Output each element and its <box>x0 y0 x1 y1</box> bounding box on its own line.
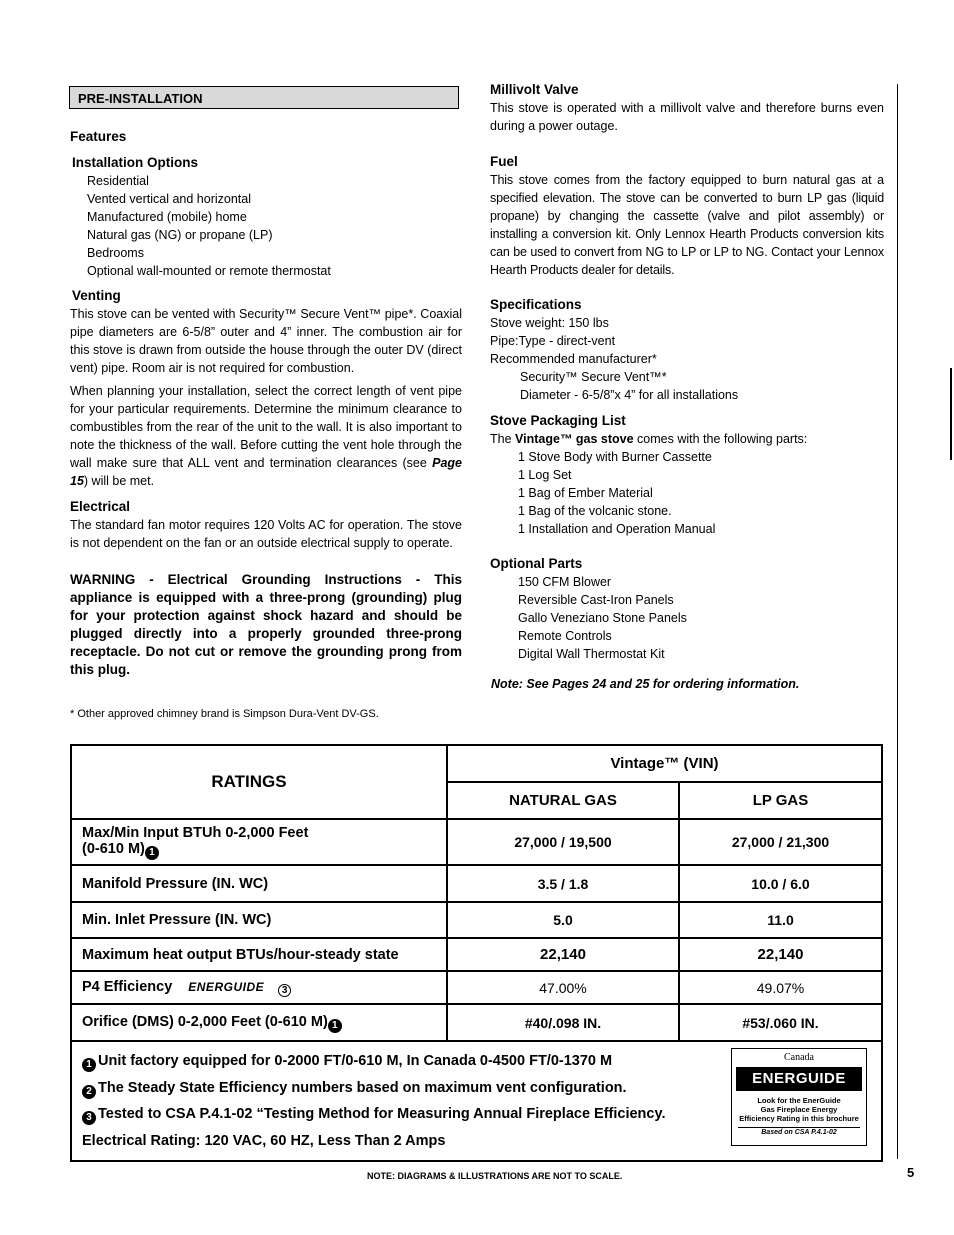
page-number: 5 <box>907 1165 915 1180</box>
list-item: Remote Controls <box>518 629 612 643</box>
list-item: Gallo Veneziano Stone Panels <box>518 611 687 625</box>
venting-paragraph-1: This stove can be vented with Security™ Secure Vent™ pipe*. Coaxial pipe diameters are 6-5/8” outer and 4” inner. The combustion air for this stove is drawn from outside the house through the outer DV (direct vent) pipe. Room air is not required for combustion. <box>70 307 462 375</box>
page-15-link[interactable]: Page 15 <box>70 456 462 488</box>
ratings-header: RATINGS <box>71 745 447 819</box>
footnote-1-marker: 1 <box>328 1019 342 1033</box>
row-label-max-min-input <box>71 819 447 865</box>
canada-wordmark: Canada <box>784 1052 814 1063</box>
warning-section <box>70 571 462 679</box>
energuide-text <box>732 1096 866 1123</box>
ng-min-inlet-pressure: 5.0 <box>447 902 679 938</box>
list-item: 150 CFM Blower <box>518 575 612 589</box>
lp-manifold-pressure: 10.0 / 6.0 <box>679 865 882 902</box>
model-header: Vintage™ (VIN) <box>447 745 882 782</box>
energuide-logo-icon: ENERGUIDE <box>188 980 265 994</box>
electrical-rating: Electrical Rating: 120 VAC, 60 HZ, Less Than 2 Amps <box>82 1132 446 1149</box>
table-row <box>71 971 882 1004</box>
lp-gas-header: LP GAS <box>679 782 882 819</box>
scale-note: NOTE: DIAGRAMS & ILLUSTRATIONS ARE NOT TO SCALE. <box>367 1171 623 1181</box>
table-footnote-2-text: The Steady State Efficiency numbers based on maximum vent configuration. <box>98 1079 627 1096</box>
footnote-1-marker: 1 <box>145 846 159 860</box>
table-row <box>71 1004 882 1041</box>
footnote-2-icon: 2 <box>82 1085 96 1099</box>
row-label-text-2: (0-610 M) <box>82 840 145 857</box>
packaging-list <box>490 448 884 538</box>
energuide-line-3: Efficiency Rating in this brochure <box>739 1114 859 1123</box>
row-label-text: Max/Min Input BTUh 0-2,000 Feet <box>82 824 309 841</box>
installation-options <box>70 154 462 280</box>
list-item: 1 Bag of Ember Material <box>518 486 653 500</box>
footnote-3-icon: 3 <box>82 1111 96 1125</box>
optional-parts-list <box>490 573 884 663</box>
list-item: Stove weight: 150 lbs <box>490 316 609 330</box>
list-item: Vented vertical and horizontal <box>87 192 251 206</box>
ng-manifold-pressure: 3.5 / 1.8 <box>447 865 679 902</box>
row-label-orifice <box>71 1004 447 1041</box>
table-row <box>71 902 882 938</box>
list-item: Bedrooms <box>87 246 144 260</box>
row-label-p4-efficiency <box>71 971 447 1004</box>
packaging-heading: Stove Packaging List <box>490 413 626 428</box>
energuide-badge <box>731 1048 867 1146</box>
table-row <box>71 938 882 971</box>
right-edge-tab-mark <box>950 368 952 460</box>
list-item: Manufactured (mobile) home <box>87 210 247 224</box>
venting-paragraph-2-end: ) will be met. <box>83 474 155 488</box>
chimney-footnote: * Other approved chimney brand is Simpson Dura-Vent DV-GS. <box>70 708 379 720</box>
features-heading: Features <box>70 129 127 144</box>
section-title: PRE-INSTALLATION <box>69 86 459 109</box>
list-item: Reversible Cast-Iron Panels <box>518 593 674 607</box>
venting-paragraph-2 <box>70 382 462 490</box>
table-row <box>71 865 882 902</box>
table-row <box>71 819 882 865</box>
optional-parts-heading: Optional Parts <box>490 556 583 571</box>
venting-paragraph-2-text: When planning your installation, select the correct length of vent pipe for your particular requirements. Determine the minimum clearance to combustibles from the rear of the unit to the wall. It is also important to note the thickness of the wall. Before cutting the vent hole through the wall make sure that ALL vent and termination clearances (see <box>70 384 462 470</box>
list-item: 1 Stove Body with Burner Cassette <box>518 450 712 464</box>
venting-section <box>70 287 462 490</box>
installation-options-list <box>70 172 462 280</box>
row-label-max-heat-output: Maximum heat output BTUs/hour-steady state <box>71 938 447 971</box>
specifications-section <box>490 296 884 404</box>
list-item: Digital Wall Thermostat Kit <box>518 647 665 661</box>
ordering-note: Note: See Pages 24 and 25 for ordering information. <box>491 677 800 691</box>
fuel-heading: Fuel <box>490 154 518 169</box>
ng-max-heat-output: 22,140 <box>447 938 679 971</box>
list-item: 1 Installation and Operation Manual <box>518 522 716 536</box>
list-item: Optional wall-mounted or remote thermostat <box>87 264 331 278</box>
table-footnote-1-text: Unit factory equipped for 0-2000 FT/0-610 M, In Canada 0-4500 FT/0-1370 M <box>98 1053 613 1069</box>
footnote-1-icon: 1 <box>82 1058 96 1072</box>
natural-gas-header: NATURAL GAS <box>447 782 679 819</box>
energuide-line-1: Look for the EnerGuide <box>757 1096 841 1105</box>
energuide-standard: Based on CSA P.4.1-02 <box>738 1127 860 1138</box>
specifications-sublist <box>490 368 884 404</box>
row-label-min-inlet-pressure: Min. Inlet Pressure (IN. WC) <box>71 902 447 938</box>
energuide-line-2: Gas Fireplace Energy <box>760 1105 838 1114</box>
left-column <box>70 128 462 146</box>
footnote-3-marker: 3 <box>278 984 291 997</box>
list-item: Pipe:Type - direct-vent <box>490 334 616 348</box>
packaging-section <box>490 412 884 538</box>
millivolt-paragraph: This stove is operated with a millivolt valve and therefore burns even during a power outage. <box>490 101 884 133</box>
table-footnotes-row <box>71 1041 882 1161</box>
millivolt-heading: Millivolt Valve <box>490 82 579 97</box>
list-item: Natural gas (NG) or propane (LP) <box>87 228 273 242</box>
lp-p4-efficiency: 49.07% <box>679 971 882 1004</box>
fuel-paragraph: This stove comes from the factory equipped to burn natural gas at a specified elevation. The stove can be converted to burn LP gas (liquid propane) by changing the cassette (valve and pilot assembly) or installing a conversion kit. Only Lennox Hearth Products conversion kits can be used to convert from NG to LP or LP to NG. Contact your Lennox Hearth Products dealer for details. <box>490 173 884 277</box>
installation-options-heading: Installation Options <box>72 155 199 170</box>
packaging-intro-c: comes with the following parts: <box>633 432 808 446</box>
lp-orifice: #53/.060 IN. <box>679 1004 882 1041</box>
specifications-list <box>490 314 884 368</box>
electrical-section <box>70 498 462 552</box>
table-footnotes <box>71 1041 882 1161</box>
row-label-text: Orifice (DMS) 0-2,000 Feet (0-610 M) <box>82 1013 328 1030</box>
packaging-intro-product: Vintage™ gas stove <box>515 432 634 446</box>
venting-heading: Venting <box>72 288 121 303</box>
millivolt-section <box>490 81 884 135</box>
ng-max-min-input: 27,000 / 19,500 <box>447 819 679 865</box>
electrical-paragraph: The standard fan motor requires 120 Volts AC for operation. The stove is not dependent on the fan or an outside electrical supply to operate. <box>70 518 462 550</box>
list-item: Security™ Secure Vent™* <box>520 370 667 384</box>
table-footnote-3-text: Tested to CSA P.4.1-02 “Testing Method for Measuring Annual Fireplace Efficiency. <box>98 1106 666 1122</box>
ng-p4-efficiency: 47.00% <box>447 971 679 1004</box>
ratings-table <box>70 744 883 1162</box>
packaging-intro-a: The <box>490 432 516 446</box>
lp-max-heat-output: 22,140 <box>679 938 882 971</box>
packaging-intro <box>490 430 884 448</box>
list-item: Recommended manufacturer* <box>490 352 657 366</box>
row-label-manifold-pressure: Manifold Pressure (IN. WC) <box>71 865 447 902</box>
list-item: 1 Bag of the volcanic stone. <box>518 504 672 518</box>
lp-min-inlet-pressure: 11.0 <box>679 902 882 938</box>
ng-orifice: #40/.098 IN. <box>447 1004 679 1041</box>
specifications-heading: Specifications <box>490 297 582 312</box>
optional-parts-section <box>490 555 884 663</box>
electrical-heading: Electrical <box>70 499 131 514</box>
grounding-warning: WARNING - Electrical Grounding Instructions - This appliance is equipped with a three-prong (grounding) plug for your protection against shock hazard and should be plugged directly into a properly grounded three-prong receptacle. Do not cut or remove the grounding prong from this plug. <box>70 572 462 677</box>
list-item: Diameter - 6-5/8”x 4” for all installations <box>520 388 739 402</box>
energuide-logo-icon: ENERGUIDE <box>736 1067 862 1091</box>
list-item: Residential <box>87 174 149 188</box>
right-margin-rule <box>897 84 898 1159</box>
row-label-text: P4 Efficiency <box>82 979 173 995</box>
lp-max-min-input: 27,000 / 21,300 <box>679 819 882 865</box>
fuel-section <box>490 153 884 279</box>
list-item: 1 Log Set <box>518 468 572 482</box>
